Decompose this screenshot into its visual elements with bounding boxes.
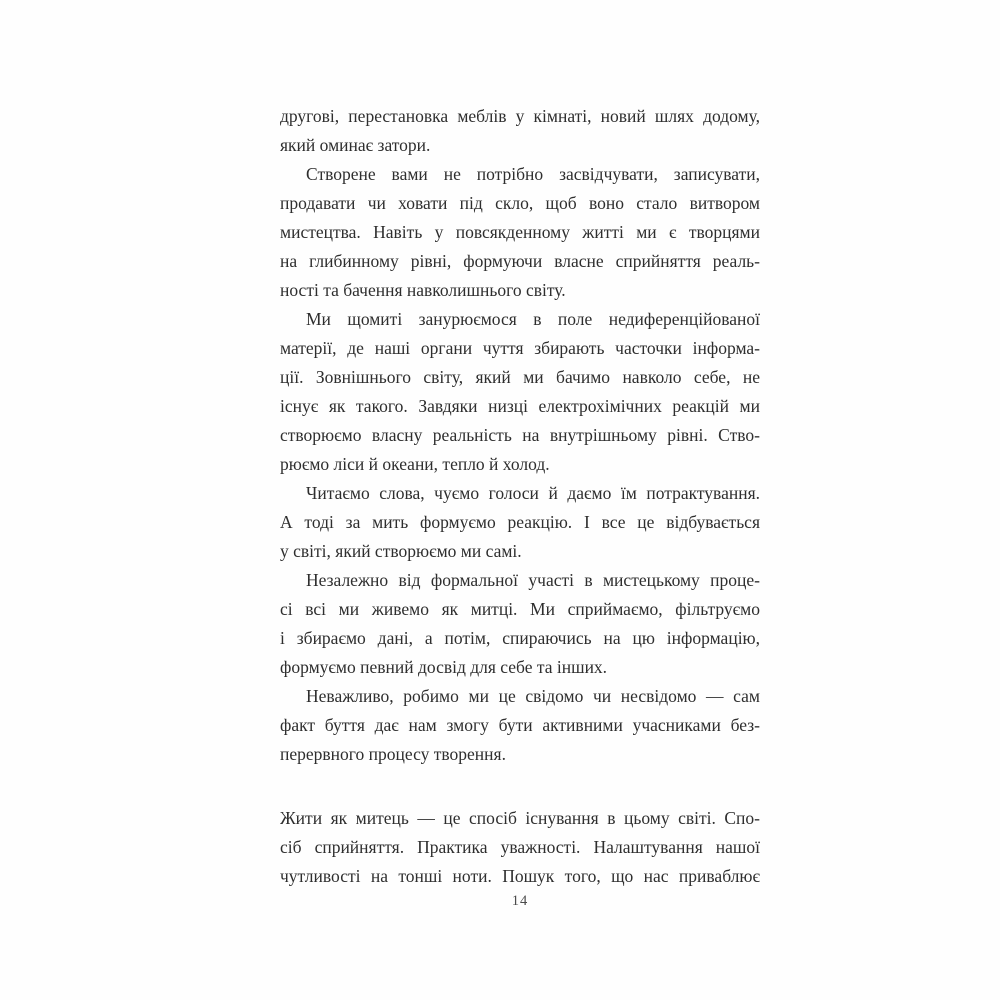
- text-block: [280, 102, 760, 891]
- text-line: створюємо власну реальність на внутрішньому рівні. Ство-: [280, 425, 760, 445]
- text-line: який оминає затори.: [280, 135, 431, 155]
- text-line: чутливості на тонші ноти. Пошук того, що нас приваблює: [280, 866, 760, 886]
- text-line: сі всі ми живемо як митці. Ми сприймаємо, фільтруємо: [280, 599, 760, 619]
- paragraph: [280, 305, 760, 479]
- page-number: 14: [511, 893, 529, 909]
- text-line: Ми щомиті занурюємося в поле недиференційованої: [306, 309, 760, 329]
- text-line: ції. Зовнішнього світу, який ми бачимо навколо себе, не: [280, 367, 760, 387]
- text-line: у світі, який створюємо ми самі.: [280, 541, 522, 561]
- paragraph: [280, 566, 760, 682]
- text-line: ності та бачення навколишнього світу.: [280, 280, 566, 300]
- text-line: другові, перестановка меблів у кімнаті, новий шлях додому,: [280, 106, 760, 126]
- paragraph: [280, 804, 760, 891]
- text-line: перервного процесу творення.: [280, 744, 506, 764]
- paragraph: [280, 682, 760, 769]
- text-line: і збираємо дані, а потім, спираючись на цю інформацію,: [280, 628, 760, 648]
- text-line: формуємо певний досвід для себе та інших.: [280, 657, 608, 677]
- text-line: існує як такого. Завдяки низці електрохімічних реакцій ми: [280, 396, 760, 416]
- text-line: факт буття дає нам змогу бути активними учасниками без-: [280, 715, 760, 735]
- text-line: продавати чи ховати під скло, щоб воно стало витвором: [280, 193, 760, 213]
- text-line: Жити як митець — це спосіб існування в цьому світі. Спо-: [280, 808, 760, 828]
- text-line: сіб сприйняття. Практика уважності. Налаштування нашої: [280, 837, 760, 857]
- text-line: Неважливо, робимо ми це свідомо чи несвідомо — сам: [306, 686, 760, 706]
- text-line: Незалежно від формальної участі в мистецькому проце-: [306, 570, 760, 590]
- text-line: рюємо ліси й океани, тепло й холод.: [280, 454, 550, 474]
- text-line: на глибинному рівні, формуючи власне сприйняття реаль-: [280, 251, 760, 271]
- text-line: Читаємо слова, чуємо голоси й даємо їм потрактування.: [306, 483, 760, 503]
- text-line: Створене вами не потрібно засвідчувати, записувати,: [306, 164, 760, 184]
- text-line: А тоді за мить формуємо реакцію. І все це відбувається: [280, 512, 760, 532]
- paragraph: [280, 102, 760, 160]
- text-line: мистецтва. Навіть у повсякденному житті ми є творцями: [280, 222, 760, 242]
- text-line: матерії, де наші органи чуття збирають часточки інформа-: [280, 338, 760, 358]
- paragraph: [280, 479, 760, 566]
- paragraph: [280, 160, 760, 305]
